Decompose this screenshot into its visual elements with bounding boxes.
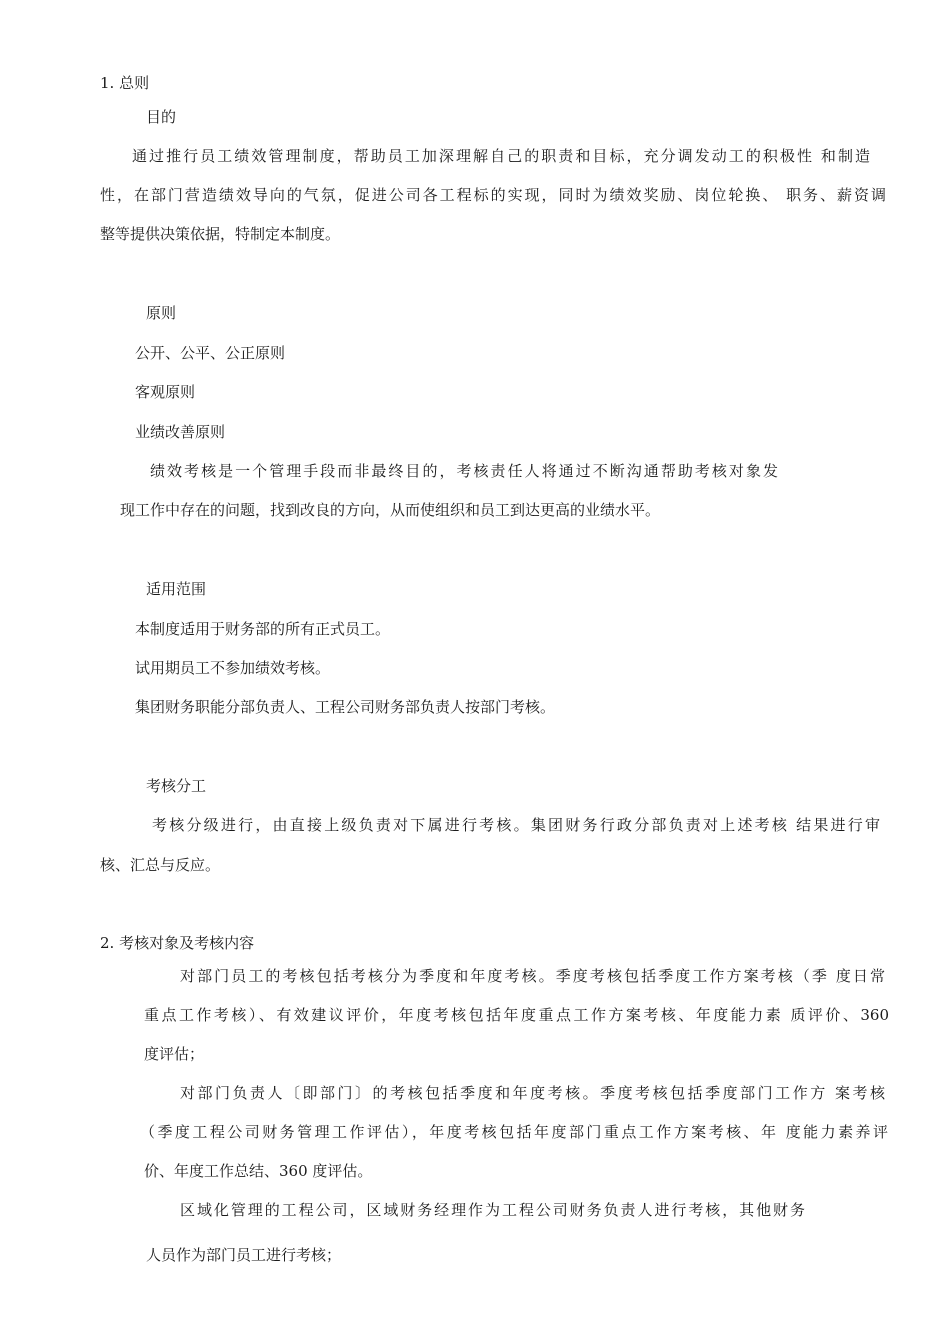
principle-item: 公开、公平、公正原则 xyxy=(135,344,286,362)
division-title: 考核分工 xyxy=(146,777,207,795)
principle-item: 客观原则 xyxy=(135,383,196,401)
section-2-heading: 2. 考核对象及考核内容 xyxy=(100,934,255,952)
purpose-line-2: 性，在部门营造绩效导向的气氛，促进公司各工程标的实现，同时为绩效奖励、岗位轮换、 职务、薪资调 xyxy=(100,186,886,204)
purpose-title: 目的 xyxy=(146,108,177,126)
principles-desc-line-1: 绩效考核是一个管理手段而非最终目的，考核责任人将通过不断沟通帮助考核对象发 xyxy=(150,462,778,480)
scope-item: 试用期员工不参加绩效考核。 xyxy=(135,659,331,677)
scope-item: 本制度适用于财务部的所有正式员工。 xyxy=(135,620,391,638)
principle-item: 业绩改善原则 xyxy=(135,423,226,441)
section2-para1-line-3: 度评估； xyxy=(144,1045,205,1063)
principles-title: 原则 xyxy=(146,304,177,322)
scope-item: 集团财务职能分部负责人、工程公司财务部负责人按部门考核。 xyxy=(135,698,556,716)
section2-para2-line-2: （季度工程公司财务管理工作评估），年度考核包括年度部门重点工作方案考核、年 度能力素养评 xyxy=(140,1123,888,1141)
section2-para2-line-3: 价、年度工作总结、360 度评估。 xyxy=(144,1162,373,1180)
section2-para1-line-1: 对部门员工的考核包括考核分为季度和年度考核。季度考核包括季度工作方案考核（季 度日常 xyxy=(180,967,885,985)
principles-desc-line-2: 现工作中存在的问题，找到改良的方向，从而使组织和员工到达更高的业绩水平。 xyxy=(120,501,661,519)
section2-para3-line-1: 区域化管理的工程公司，区域财务经理作为工程公司财务负责人进行考核，其他财务 xyxy=(180,1201,805,1219)
section2-para1-line-2: 重点工作考核）、有效建议评价，年度考核包括年度重点工作方案考核、年度能力素 质评价、360 xyxy=(144,1006,889,1024)
purpose-line-1: 通过推行员工绩效管理制度，帮助员工加深理解自己的职责和目标，充分调发动工的积极性 和制造 xyxy=(132,147,870,165)
division-line-1: 考核分级进行，由直接上级负责对下属进行考核。集团财务行政分部负责对上述考核 结果进行审 xyxy=(152,816,880,834)
section2-para3-line-2: 人员作为部门员工进行考核； xyxy=(146,1246,342,1264)
purpose-line-3: 整等提供决策依据，特制定本制度。 xyxy=(100,225,341,243)
division-line-2: 核、汇总与反应。 xyxy=(100,856,221,874)
section2-para2-line-1: 对部门负责人〔即部门〕的考核包括季度和年度考核。季度考核包括季度部门工作方 案考核 xyxy=(180,1084,885,1102)
scope-title: 适用范围 xyxy=(146,580,207,598)
section-1-heading: 1. 总则 xyxy=(100,74,150,92)
